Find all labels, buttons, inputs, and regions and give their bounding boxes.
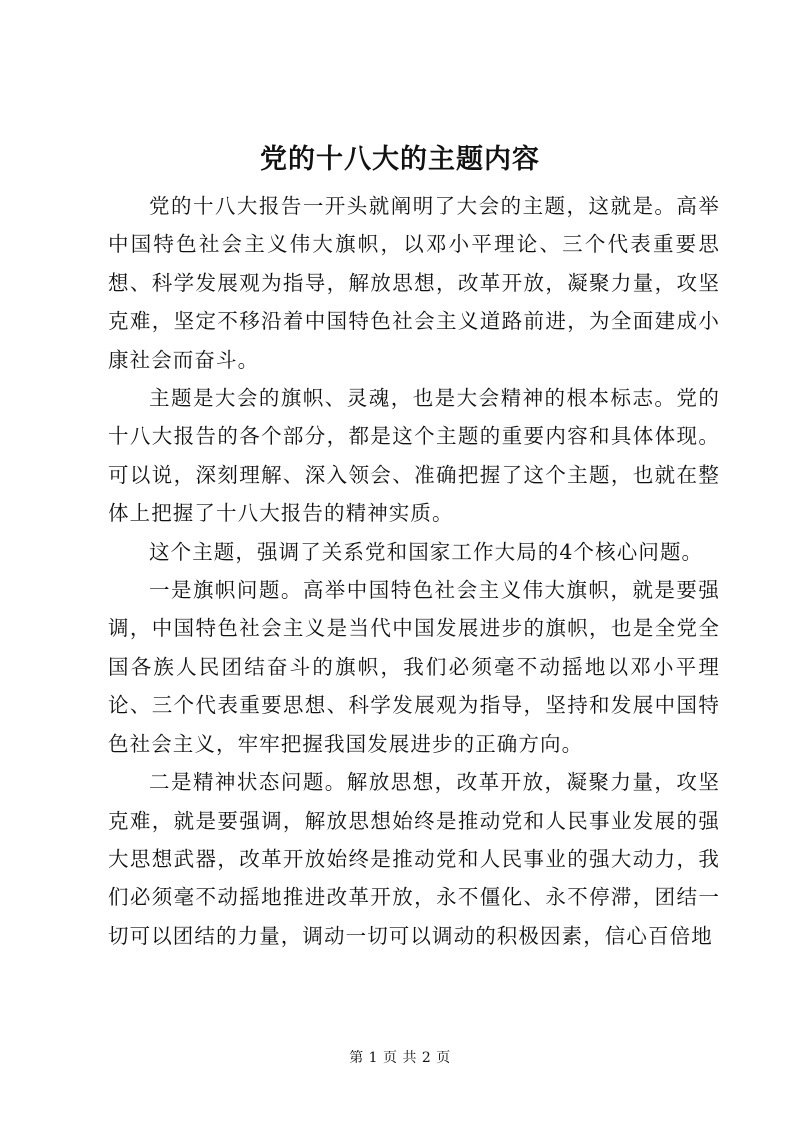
paragraph: 主题是大会的旗帜、灵魂，也是大会精神的根本标志。党的十八大报告的各个部分，都是这个主题的重要内容和具体体现。可以说，深刻理解、深入领会、准确把握了这个主题，也就在整体上把握了十八大报告的精神实质。 <box>108 386 720 526</box>
paragraph: 一是旗帜问题。高举中国特色社会主义伟大旗帜，就是要强调，中国特色社会主义是当代中国发展进步的旗帜，也是全党全国各族人民团结奋斗的旗帜，我们必须毫不动摇地以邓小平理论、三个代表重要思想、科学发展观为指导，坚持和发展中国特色社会主义，牢牢把握我国发展进步的正确方向。 <box>108 578 720 756</box>
paragraph: 这个主题，强调了关系党和国家工作大局的4个核心问题。 <box>149 539 704 564</box>
paragraph: 二是精神状态问题。解放思想，改革开放，凝聚力量，攻坚克难，就是要强调，解放思想始终是推动党和人民事业发展的强大思想武器，改革开放始终是推动党和人民事业的强大动力，我们必须毫不动摇地推进改革开放，永不僵化、永不停滞，团结一切可以团结的力量，调动一切可以调动的积极因素，信心百倍地 <box>108 770 720 948</box>
paragraph: 党的十八大报告一开头就阐明了大会的主题，这就是。高举中国特色社会主义伟大旗帜，以邓小平理论、三个代表重要思想、科学发展观为指导，解放思想，改革开放，凝聚力量，攻坚克难，坚定不移沿着中国特色社会主义道路前进，为全面建成小康社会而奋斗。 <box>108 194 720 372</box>
document-body <box>108 187 720 955</box>
page-number-footer: 第 1 页 共 2 页 <box>349 1050 451 1066</box>
document-title: 党的十八大的主题内容 <box>260 144 540 175</box>
